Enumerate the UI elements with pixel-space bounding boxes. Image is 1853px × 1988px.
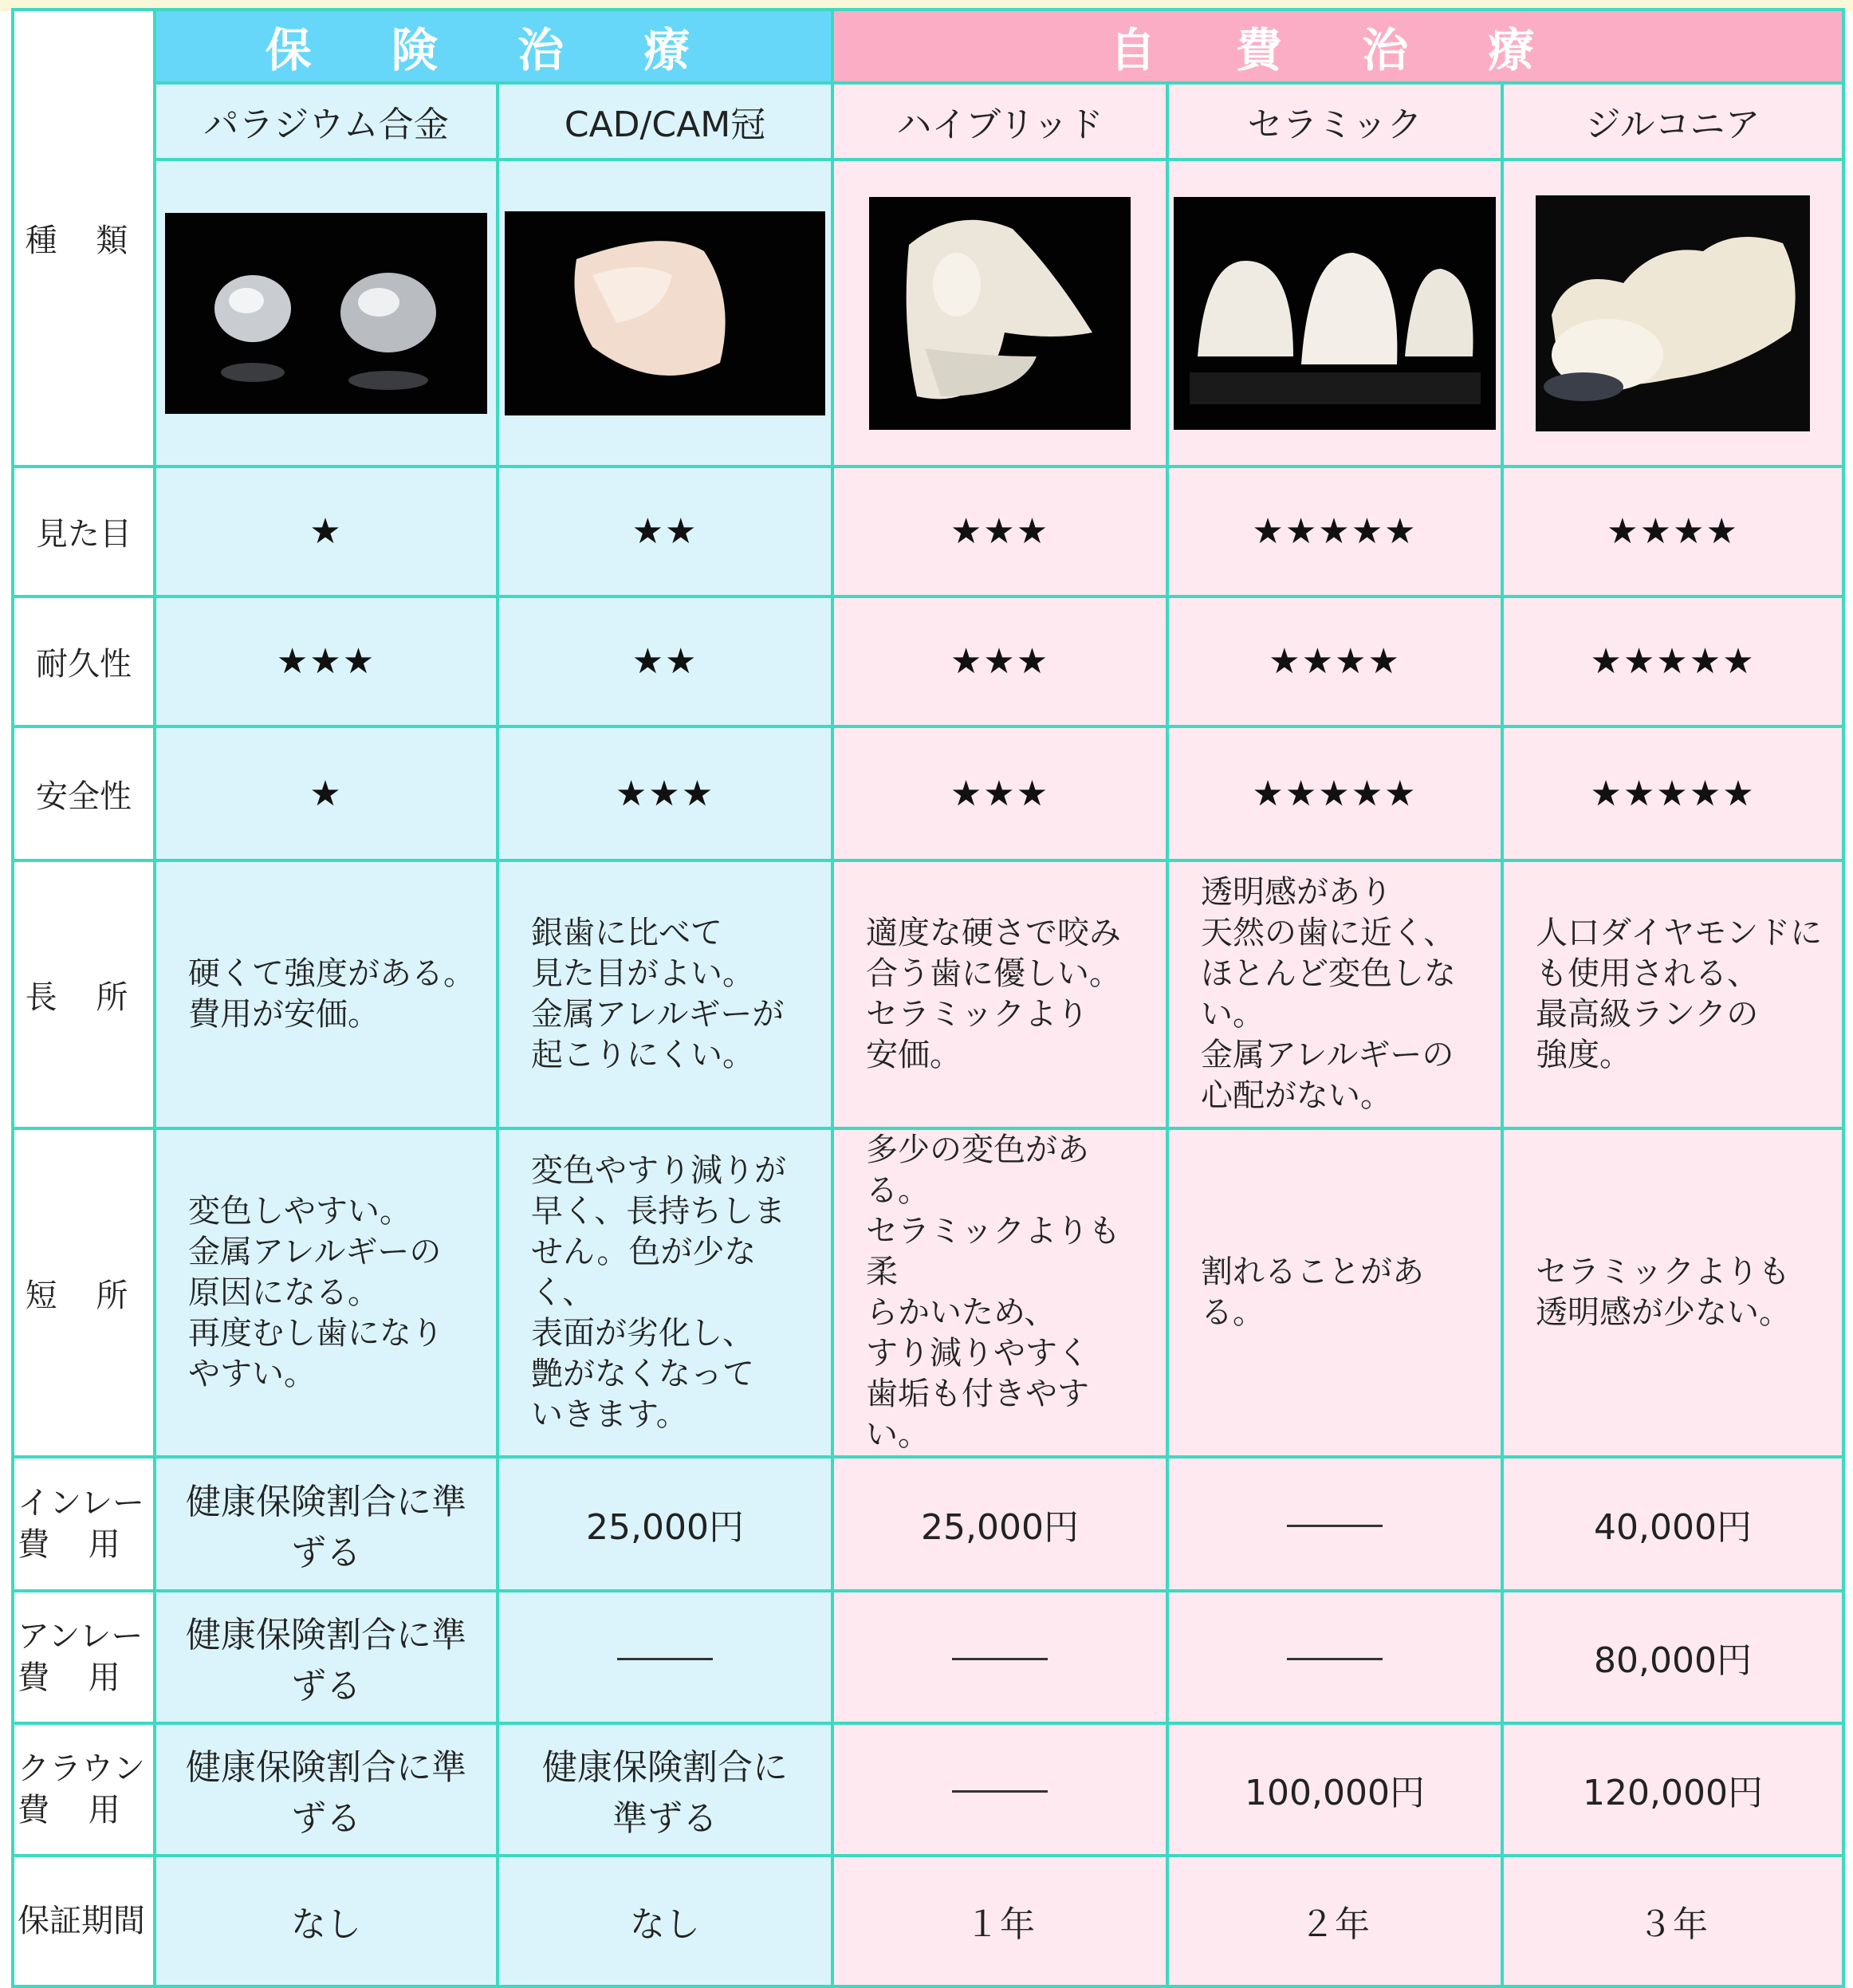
cost-value: 100,000円 [1167,1723,1502,1856]
warranty-value: １年 [832,1856,1167,1986]
row-label-demerits: 短 所 [13,1128,155,1457]
demerit-text: セラミックよりも 透明感が少ない。 [1502,1128,1843,1457]
row-label-onlay-cost: アンレー 費 用 [13,1591,155,1723]
rating-stars: ★★★★★ [1502,726,1843,860]
row-label-durability: 耐久性 [13,596,155,726]
merit-text: 適度な硬さで咬み 合う歯に優しい。 セラミックより 安価。 [832,860,1167,1128]
photo-cell-cadcam [498,159,832,466]
rating-stars: ★★★★★ [1502,596,1843,726]
cost-not-available [498,1591,832,1723]
ceramic-crowns-photo [1174,197,1496,430]
cost-value: 25,000円 [498,1457,832,1591]
cost-not-available [1167,1457,1502,1591]
row-label-type: 種 類 [13,10,155,466]
column-cadcam: CAD/CAM冠 [498,83,832,159]
rating-stars: ★★★ [832,726,1167,860]
cadcam-crown-photo [505,211,825,415]
demerit-text: 変色しやすい。 金属アレルギーの 原因になる。 再度むし歯になり やすい。 [155,1128,498,1457]
column-name-row [13,83,1843,159]
warranty-value: ３年 [1502,1856,1843,1986]
rating-stars: ★★★★ [1502,466,1843,596]
hybrid-crown-photo [869,197,1131,430]
cost-value: 健康保険割合に準 ずる [155,1591,498,1723]
durability-row [13,596,1843,726]
inlay-cost-row [13,1457,1843,1591]
group-header-insurance: 保 険 治 療 [155,10,832,83]
cost-value: 健康保険割合に 準ずる [498,1723,832,1856]
cost-not-available [832,1723,1167,1856]
photo-cell-ceramic [1167,159,1502,466]
rating-stars: ★ [155,726,498,860]
cost-value: 25,000円 [832,1457,1167,1591]
cost-value: 40,000円 [1502,1457,1843,1591]
demerit-text: 変色やすり減りが 早く、長持ちしま せん。色が少なく、 表面が劣化し、 艶がなくなって いきます。 [498,1128,832,1457]
rating-stars: ★★★ [155,596,498,726]
cost-value: 健康保険割合に準 ずる [155,1457,498,1591]
palladium-crown-photo [165,213,487,414]
rating-stars: ★★★★ [1167,596,1502,726]
merit-text: 銀歯に比べて 見た目がよい。 金属アレルギーが 起こりにくい。 [498,860,832,1128]
rating-stars: ★ [155,466,498,596]
crown-cost-row [13,1723,1843,1856]
column-palladium: パラジウム合金 [155,83,498,159]
appearance-row [13,466,1843,596]
cost-value: 健康保険割合に準 ずる [155,1723,498,1856]
onlay-cost-row [13,1591,1843,1723]
warranty-value: なし [155,1856,498,1986]
row-label-warranty: 保証期間 [13,1856,155,1986]
warranty-row [13,1856,1843,1986]
safety-row [13,726,1843,860]
zirconia-bridge-photo [1536,195,1810,431]
cost-not-available [1167,1591,1502,1723]
rating-stars: ★★ [498,596,832,726]
row-label-appearance: 見た目 [13,466,155,596]
column-zirconia: ジルコニア [1502,83,1843,159]
demerit-text: 多少の変色がある。 セラミックよりも柔 らかいため、 すり減りやすく 歯垢も付きやすい。 [832,1128,1167,1457]
cost-value: 80,000円 [1502,1591,1843,1723]
rating-stars: ★★★ [832,466,1167,596]
cost-not-available [832,1591,1167,1723]
comparison-table [11,8,1845,1988]
rating-stars: ★★★★★ [1167,726,1502,860]
photo-cell-palladium [155,159,498,466]
row-label-inlay-cost: インレー 費 用 [13,1457,155,1591]
demerit-text: 割れることがある。 [1167,1128,1502,1457]
merit-text: 透明感があり 天然の歯に近く、 ほとんど変色しない。 金属アレルギーの 心配がない。 [1167,860,1502,1128]
demerits-row [13,1128,1843,1457]
merits-row [13,860,1843,1128]
row-label-merits: 長 所 [13,860,155,1128]
rating-stars: ★★ [498,466,832,596]
warranty-value: ２年 [1167,1856,1502,1986]
column-hybrid: ハイブリッド [832,83,1167,159]
rating-stars: ★★★★★ [1167,466,1502,596]
row-label-safety: 安全性 [13,726,155,860]
cost-value: 120,000円 [1502,1723,1843,1856]
merit-text: 硬くて強度がある。 費用が安価。 [155,860,498,1128]
row-label-crown-cost: クラウン 費 用 [13,1723,155,1856]
photo-cell-zirconia [1502,159,1843,466]
rating-stars: ★★★ [832,596,1167,726]
merit-text: 人口ダイヤモンドに も使用される、 最高級ランクの 強度。 [1502,860,1843,1128]
photo-cell-hybrid [832,159,1167,466]
warranty-value: なし [498,1856,832,1986]
rating-stars: ★★★ [498,726,832,860]
column-ceramic: セラミック [1167,83,1502,159]
group-header-self-pay: 自 費 治 療 [832,10,1843,83]
group-header-row [13,10,1843,83]
photo-row [13,159,1843,466]
